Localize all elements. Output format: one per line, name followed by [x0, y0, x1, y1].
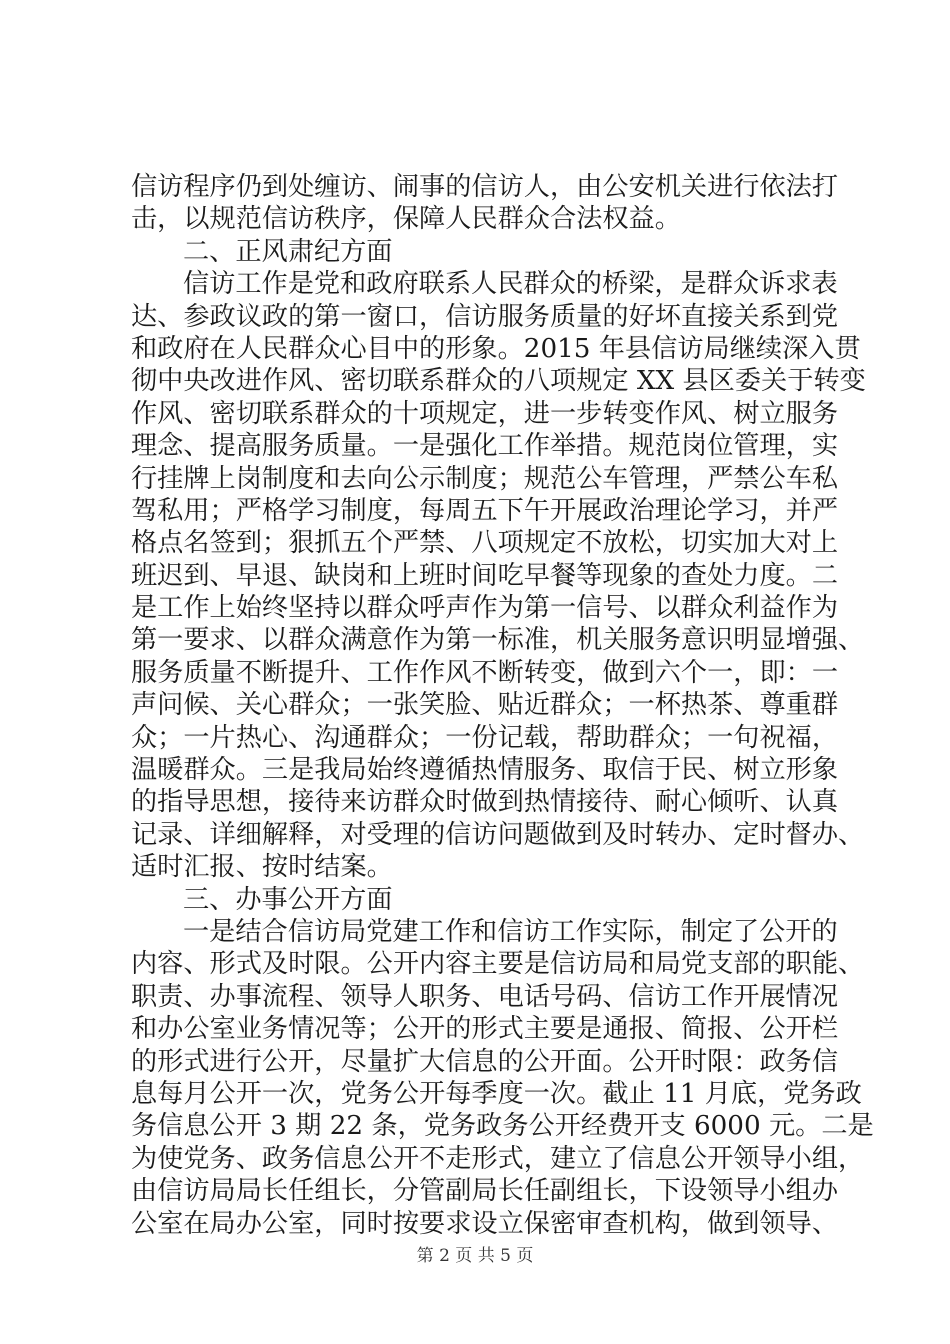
text-line: 行挂牌上岗制度和去向公示制度；规范公车管理，严禁公车私	[131, 463, 839, 494]
text-line: 和政府在人民群众心目中的形象。2015 年县信访局继续深入贯	[131, 333, 861, 364]
text-line: 务信息公开 3 期 22 条，党务政务公开经费开支 6000 元。二是	[131, 1111, 874, 1142]
text-line: 内容、形式及时限。公开内容主要是信访局和局党支部的职能、	[131, 949, 865, 980]
text-line: 适时汇报、按时结案。	[131, 852, 393, 883]
text-line: 众；一片热心、沟通群众；一份记载，帮助群众；一句祝福，	[131, 722, 839, 753]
text-line: 记录、详细解释，对受理的信访问题做到及时转办、定时督办、	[131, 819, 865, 850]
text-line: 职责、办事流程、领导人职务、电话号码、信访工作开展情况	[131, 981, 839, 1012]
text-line: 是工作上始终坚持以群众呼声作为第一信号、以群众利益作为	[131, 593, 839, 624]
text-line: 温暖群众。三是我局始终遵循热情服务、取信于民、树立形象	[131, 755, 839, 786]
section-heading: 二、正风肃纪方面	[183, 236, 393, 267]
text-line: 理念、提高服务质量。一是强化工作举措。规范岗位管理，实	[131, 431, 839, 462]
body-text	[131, 171, 874, 1240]
text-line: 的形式进行公开，尽量扩大信息的公开面。公开时限：政务信	[131, 1046, 839, 1077]
text-line: 和办公室业务情况等；公开的形式主要是通报、简报、公开栏	[131, 1014, 839, 1045]
text-line: 彻中央改进作风、密切联系群众的八项规定 XX 县区委关于转变	[131, 366, 866, 397]
text-line: 为使党务、政务信息公开不走形式，建立了信息公开领导小组，	[131, 1143, 865, 1174]
text-line: 作风、密切联系群众的十项规定，进一步转变作风、树立服务	[131, 398, 839, 429]
text-line: 声问候、关心群众；一张笑脸、贴近群众；一杯热茶、尊重群	[131, 690, 839, 721]
text-line: 信访工作是党和政府联系人民群众的桥梁，是群众诉求表	[183, 269, 838, 300]
text-line: 第一要求、以群众满意作为第一标准，机关服务意识明显增强、	[131, 625, 865, 656]
text-line: 班迟到、早退、缺岗和上班时间吃早餐等现象的查处力度。二	[131, 560, 839, 591]
text-line: 格点名签到；狠抓五个严禁、八项规定不放松，切实加大对上	[131, 528, 839, 559]
text-line: 的指导思想，接待来访群众时做到热情接待、耐心倾听、认真	[131, 787, 839, 818]
text-line: 一是结合信访局党建工作和信访工作实际，制定了公开的	[183, 916, 838, 947]
text-line: 信访程序仍到处缠访、闹事的信访人，由公安机关进行依法打	[131, 172, 839, 202]
page-footer: 第 2 页 共 5 页	[416, 1246, 534, 1266]
text-line: 达、参政议政的第一窗口，信访服务质量的好坏直接关系到党	[131, 301, 839, 332]
text-line: 公室在局办公室，同时按要求设立保密审查机构，做到领导、	[131, 1208, 839, 1239]
text-line: 息每月公开一次，党务公开每季度一次。截止 11 月底，党务政	[131, 1078, 862, 1109]
text-line: 服务质量不断提升、工作作风不断转变，做到六个一，即：一	[131, 657, 839, 688]
section-heading: 三、办事公开方面	[183, 884, 393, 915]
text-line: 击，以规范信访秩序，保障人民群众合法权益。	[131, 204, 681, 235]
text-line: 由信访局局长任组长，分管副局长任副组长，下设领导小组办	[131, 1176, 839, 1207]
text-line: 驾私用；严格学习制度，每周五下午开展政治理论学习，并严	[131, 495, 839, 526]
